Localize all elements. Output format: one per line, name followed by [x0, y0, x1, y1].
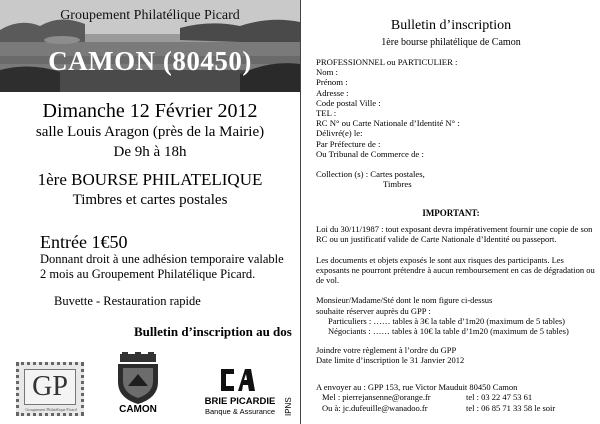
conditions-text [316, 224, 596, 365]
gpp-logo-letters: GP [24, 369, 76, 405]
reservation-line: Monsieur/Madame/Sté dont le nom figure ci-dessus [316, 295, 493, 306]
lake-photo-banner [0, 0, 300, 92]
form-line: Délivré(e) le: [316, 128, 363, 139]
refreshments-note: Buvette - Restauration rapide [54, 294, 201, 308]
gpp-logo-caption: Groupement Philatélique Picard [25, 407, 77, 412]
send-address: A envoyer au : GPP 153, rue Victor Mauduit 80450 Camon [316, 382, 518, 392]
payment-line: Date limite d’inscription le 31 Janvier 2012 [316, 354, 465, 365]
contact-row [316, 382, 598, 392]
camon-coat-of-arms-icon [114, 352, 162, 404]
contact-block [316, 382, 598, 413]
entry-description-line: Donnant droit à une adhésion temporaire valable [40, 252, 284, 266]
collection-line: Collection (s) : Cartes postales, [316, 169, 425, 180]
form-line: TEL : [316, 108, 337, 119]
reservation-line: souhaite réserver auprès du GPP : [316, 305, 431, 316]
reservation-line: Particuliers : …… tables à 3€ la table d’1m20 (maximum de 5 tables) [328, 316, 565, 327]
entry-description [40, 252, 298, 282]
event-venue: salle Louis Aragon (près de la Mairie) [35, 124, 265, 140]
conditions-paragraph: Loi du 30/11/1987 : tout exposant devra impérativement fournir une copie de son RC ou un justificatif valide de Carte Nationale d’Identité ou passeport. [316, 224, 593, 245]
event-subtitle: Timbres et cartes postales [72, 192, 228, 208]
form-on-back-note: Bulletin d’inscription au dos [134, 324, 292, 339]
event-date: Dimanche 12 Février 2012 [42, 100, 258, 122]
camon-logo-label: CAMON [119, 404, 157, 415]
collection-line: Timbres [383, 179, 412, 190]
city-title: CAMON (80450) [48, 46, 252, 76]
credit-agricole-logo-icon [218, 366, 256, 394]
form-subtitle: 1ère bourse philatélique de Camon [381, 37, 521, 48]
bank-tagline: Banque & Assurance [204, 407, 276, 416]
form-line: Par Préfecture de : [316, 138, 381, 149]
gpp-logo [16, 362, 84, 416]
entry-price: Entrée 1€50 [40, 232, 128, 252]
email-1: Mel : pierrejansenne@orange.fr [322, 392, 431, 403]
entry-description-line: 2 mois au Groupement Philatélique Picard. [40, 267, 256, 281]
phone-2: tel : 06 85 71 33 58 le soir [466, 402, 556, 413]
email-2: Ou à: jc.dufeuille@wanadoo.fr [322, 402, 428, 413]
contact-row [316, 392, 598, 402]
form-line: Code postal Ville : [316, 97, 381, 108]
form-line: Prénom : [316, 77, 348, 88]
form-line: Nom : [316, 67, 338, 78]
payment-line: Joindre votre règlement à l’ordre du GPP [316, 344, 457, 355]
reservation-line: Négociants : …… tables à 10€ la table d’1m20 (maximum de 5 tables) [328, 326, 569, 337]
registration-form-panel [302, 0, 600, 424]
fold-divider [300, 0, 301, 424]
important-heading: IMPORTANT: [422, 208, 480, 218]
bank-name: BRIE PICARDIE [204, 396, 276, 407]
form-line: PROFESSIONNEL ou PARTICULIER : [316, 57, 458, 67]
form-title: Bulletin d’inscription [390, 18, 512, 33]
form-line: Ou Tribunal de Commerce de : [316, 148, 424, 159]
contact-row [316, 403, 598, 413]
form-line: RC N° ou Carte Nationale d’Identité N° : [316, 118, 460, 129]
group-name: Groupement Philatélique Picard [60, 8, 240, 23]
form-line: Adresse : [316, 87, 349, 98]
ipns-mark: IPNS [284, 397, 293, 416]
event-hours: De 9h à 18h [113, 144, 187, 160]
event-name: 1ère BOURSE PHILATELIQUE [37, 170, 263, 189]
registration-fields [316, 57, 596, 190]
conditions-paragraph: Les documents et objets exposés le sont aux risques des participants. Les exposants ne pourront prétendre à aucun remboursement en cas de dégradation ou de vol. [316, 254, 595, 286]
phone-1: tel : 03 22 47 53 61 [466, 392, 533, 403]
